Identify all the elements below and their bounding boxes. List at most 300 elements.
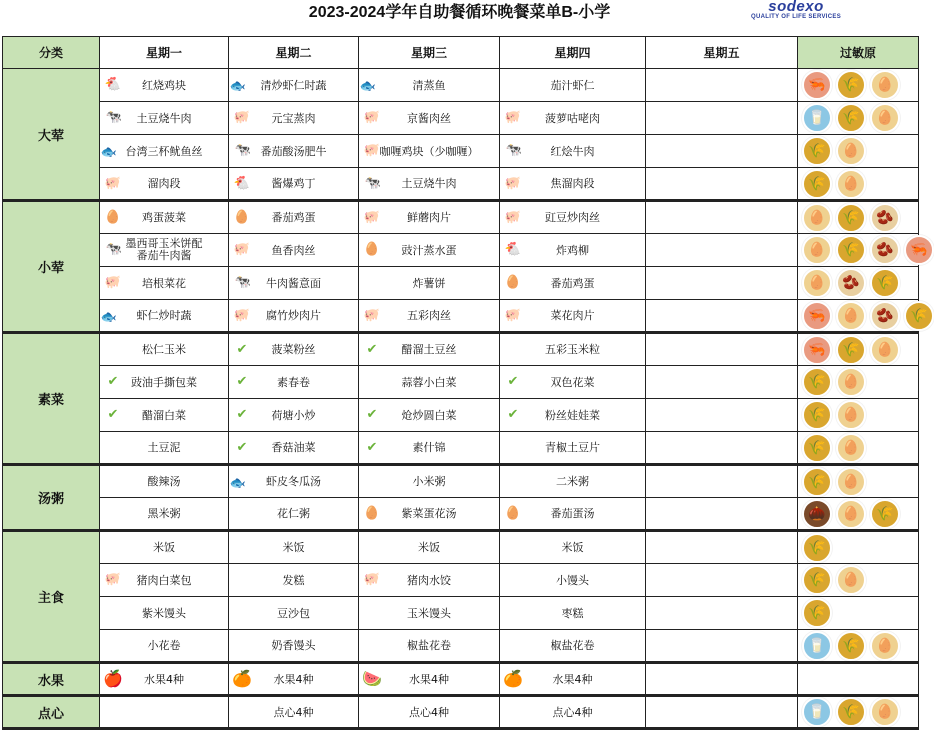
- pig-icon: 🐖: [363, 143, 381, 158]
- category-cell: 水果: [3, 663, 100, 696]
- dish-name: 红烧鸡块: [142, 78, 186, 92]
- allergen-badges: [798, 565, 920, 595]
- dish-name: 发糕: [282, 573, 305, 587]
- dish-name: 米饭: [418, 541, 440, 554]
- gluten-allergen-icon: 🌾: [836, 631, 866, 661]
- dish-cell: [646, 465, 798, 498]
- cow-icon: 🐄: [505, 143, 523, 158]
- dish-name: 蒜蓉小白菜: [401, 375, 457, 389]
- dish-cell: [500, 300, 646, 333]
- dish-name: 花仁粥: [277, 507, 310, 520]
- dish-cell: [229, 135, 359, 168]
- milk-allergen-icon: 🥛: [802, 103, 832, 133]
- check-icon: ✔: [236, 439, 248, 455]
- dish-cell: [100, 234, 229, 267]
- pig-icon: 🐖: [504, 307, 522, 323]
- shrimp-allergen-icon: 🦐: [802, 301, 832, 331]
- egg-allergen-icon: 🥚: [802, 268, 832, 298]
- dish-cell: [500, 531, 646, 564]
- dish-name: 五彩玉米粒: [545, 343, 600, 356]
- dish-name: 小馒头: [556, 573, 589, 587]
- menu-row: [3, 465, 919, 498]
- dish-cell: [229, 564, 359, 597]
- dish-cell: [646, 498, 798, 531]
- fish-icon: 🐟: [229, 475, 247, 491]
- dish-name: 番茄蛋汤: [550, 507, 595, 520]
- dish-name: 培根菜花: [142, 276, 186, 290]
- dish-cell: [500, 465, 646, 498]
- allergen-cell: [798, 696, 919, 729]
- dish-name: 水果4种: [552, 672, 593, 686]
- dish-name: 土豆烧牛肉: [136, 111, 192, 125]
- egg-icon: 🥚: [504, 275, 522, 290]
- chicken-icon: 🐔: [233, 175, 251, 191]
- dish-name: 腐竹炒肉片: [266, 309, 321, 322]
- dish-name: 紫米馒头: [142, 606, 186, 620]
- soy-allergen-icon: 🫘: [836, 268, 866, 298]
- cow-icon: 🐄: [105, 242, 123, 257]
- check-icon: ✔: [107, 374, 119, 389]
- dish-cell: [229, 531, 359, 564]
- dish-cell: [100, 432, 229, 465]
- dish-name: 鲜蘑肉片: [407, 211, 451, 224]
- dish-name: 椒盐花卷: [550, 639, 595, 652]
- dish-name: 菠萝咕咾肉: [545, 111, 600, 125]
- gluten-allergen-icon: 🌾: [802, 400, 832, 430]
- orange-icon: 🍊: [232, 669, 252, 688]
- dish-name: 红烩牛肉: [550, 144, 595, 158]
- dish-cell: [646, 135, 798, 168]
- dish-name: 黑米粥: [147, 507, 181, 520]
- dish-cell: [100, 333, 229, 366]
- dish-cell: [359, 432, 500, 465]
- dish-name: 奶香馒头: [271, 639, 316, 652]
- dish-cell: [100, 366, 229, 399]
- menu-row: [3, 69, 919, 102]
- dish-cell: [100, 696, 229, 729]
- dish-cell: [500, 432, 646, 465]
- allergen-cell: [798, 465, 919, 498]
- menu-body: [3, 69, 928, 729]
- shrimp-allergen-icon: 🦐: [904, 235, 934, 265]
- dish-cell: [229, 630, 359, 663]
- gluten-allergen-icon: 🌾: [870, 499, 900, 529]
- egg-icon: 🥚: [363, 242, 381, 257]
- dish-name: 咖喱鸡块（少咖喱）: [379, 144, 479, 158]
- menu-row: [3, 333, 919, 366]
- egg-allergen-icon: 🥚: [836, 467, 866, 497]
- dish-cell: [646, 201, 798, 234]
- fish-icon: 🐟: [229, 79, 247, 94]
- allergen-cell: [798, 168, 919, 201]
- gluten-allergen-icon: 🌾: [836, 335, 866, 365]
- header-thursday: 星期四: [500, 37, 646, 69]
- pig-icon: 🐖: [504, 110, 522, 125]
- dish-cell: [359, 696, 500, 729]
- check-icon: ✔: [507, 407, 519, 422]
- check-icon: ✔: [366, 407, 378, 422]
- gluten-allergen-icon: 🌾: [802, 467, 832, 497]
- logo-name: sodexo: [768, 0, 824, 15]
- dish-cell: [100, 531, 229, 564]
- dish-cell: [100, 69, 229, 102]
- dish-name: 豉汁蒸水蛋: [401, 243, 457, 257]
- pig-icon: 🐖: [363, 110, 381, 125]
- menu-row: [3, 102, 919, 135]
- dish-cell: [359, 300, 500, 333]
- dish-cell: [646, 432, 798, 465]
- dish-name: 水果4种: [144, 672, 184, 686]
- dish-name: 荷塘小炒: [271, 408, 316, 422]
- dish-cell: [100, 201, 229, 234]
- apple-icon: 🍎: [103, 669, 123, 688]
- page-title: 2023-2024学年自助餐循环晚餐菜单B-小学: [308, 4, 611, 21]
- dish-name: 醋溜土豆丝: [401, 343, 457, 356]
- menu-row: [3, 399, 919, 432]
- dish-cell: [229, 597, 359, 630]
- check-icon: ✔: [236, 374, 248, 389]
- menu-row: [3, 564, 919, 597]
- dish-name: 二米粥: [556, 475, 589, 488]
- dish-name: 水果4种: [273, 672, 314, 686]
- dish-name: 台湾三杯鱿鱼丝: [125, 144, 203, 158]
- dish-name: 京酱肉丝: [407, 111, 451, 125]
- dish-cell: [229, 201, 359, 234]
- dish-cell: [500, 333, 646, 366]
- nut-allergen-icon: 🌰: [802, 499, 832, 529]
- menu-row: [3, 663, 919, 696]
- menu-row: [3, 432, 919, 465]
- dish-cell: [500, 630, 646, 663]
- dish-name: 牛肉酱意面: [266, 276, 321, 290]
- dish-name: 小花卷: [147, 639, 181, 652]
- dish-cell: [229, 267, 359, 300]
- dish-name: 酱爆鸡丁: [271, 177, 316, 190]
- dish-name: 茄汁虾仁: [550, 78, 595, 92]
- dish-cell: [359, 564, 500, 597]
- dish-name: 米饭: [153, 541, 175, 554]
- egg-allergen-icon: 🥚: [836, 400, 866, 430]
- menu-row: [3, 696, 919, 729]
- allergen-badges: [798, 335, 920, 365]
- shrimp-allergen-icon: 🦐: [802, 70, 832, 100]
- allergen-cell: [798, 498, 919, 531]
- dish-name: 虾仁炒时蔬: [136, 309, 192, 322]
- dish-cell: [500, 168, 646, 201]
- dish-cell: [229, 300, 359, 333]
- dish-name: 鸡蛋菠菜: [142, 211, 186, 224]
- allergen-cell: [798, 102, 919, 135]
- dish-cell: [646, 300, 798, 333]
- dish-cell: [646, 333, 798, 366]
- dish-cell: [359, 399, 500, 432]
- fish-icon: 🐟: [100, 309, 118, 325]
- allergen-badges: [798, 467, 920, 497]
- gluten-allergen-icon: 🌾: [836, 70, 866, 100]
- allergen-badges: [798, 598, 920, 628]
- dish-cell: [500, 399, 646, 432]
- header-row: [3, 37, 919, 69]
- dish-cell: [229, 102, 359, 135]
- dish-name: 猪肉水饺: [407, 573, 451, 587]
- dish-cell: [229, 663, 359, 696]
- allergen-cell: [798, 300, 928, 333]
- dish-cell: [100, 300, 229, 333]
- menu-row: [3, 597, 919, 630]
- egg-icon: 🥚: [504, 505, 522, 521]
- dish-cell: [500, 102, 646, 135]
- allergen-badges: [798, 70, 920, 100]
- watermelon-icon: 🍉: [362, 669, 382, 688]
- dish-name: 炸鸡柳: [556, 243, 589, 257]
- soy-allergen-icon: 🫘: [870, 301, 900, 331]
- gluten-allergen-icon: 🌾: [870, 268, 900, 298]
- dish-cell: [100, 102, 229, 135]
- dish-cell: [646, 531, 798, 564]
- dish-name: 溜肉段: [147, 177, 181, 190]
- dish-name: 酸辣汤: [147, 475, 181, 488]
- allergen-cell: [798, 234, 928, 267]
- egg-allergen-icon: 🥚: [836, 433, 866, 463]
- dish-cell: [359, 69, 500, 102]
- dish-cell: [359, 465, 500, 498]
- dish-cell: [500, 201, 646, 234]
- egg-icon: 🥚: [363, 505, 381, 521]
- allergen-badges: [798, 169, 920, 199]
- fish-icon: 🐟: [100, 145, 118, 160]
- egg-allergen-icon: 🥚: [802, 235, 832, 265]
- dish-cell: [646, 564, 798, 597]
- dish-cell: [229, 432, 359, 465]
- dish-cell: [359, 135, 500, 168]
- dish-cell: [100, 663, 229, 696]
- soy-allergen-icon: 🫘: [870, 235, 900, 265]
- allergen-cell: [798, 135, 919, 168]
- dish-cell: [229, 366, 359, 399]
- gluten-allergen-icon: 🌾: [836, 697, 866, 727]
- gluten-allergen-icon: 🌾: [802, 367, 832, 397]
- cow-icon: 🐄: [364, 175, 382, 191]
- dish-name: 水果4种: [409, 672, 449, 686]
- dish-name: 素什锦: [412, 441, 446, 454]
- dish-name: 虾皮冬瓜汤: [266, 475, 321, 488]
- allergen-badges: [798, 268, 920, 298]
- dish-cell: [229, 333, 359, 366]
- pig-icon: 🐖: [104, 572, 122, 587]
- dish-cell: [100, 267, 229, 300]
- egg-allergen-icon: 🥚: [836, 367, 866, 397]
- dish-cell: [646, 597, 798, 630]
- dish-cell: [500, 267, 646, 300]
- dish-cell: [646, 102, 798, 135]
- dish-name: 番茄鸡蛋: [271, 211, 316, 224]
- allergen-badges: [798, 235, 928, 265]
- gluten-allergen-icon: 🌾: [802, 565, 832, 595]
- dish-cell: [500, 366, 646, 399]
- dish-name: 菜花肉片: [550, 309, 595, 322]
- dish-name: 鱼香肉丝: [271, 243, 316, 257]
- dish-cell: [359, 333, 500, 366]
- category-cell: 大荤: [3, 69, 100, 201]
- dish-name: 点心4种: [409, 705, 449, 719]
- egg-icon: 🥚: [104, 209, 122, 225]
- dish-cell: [500, 564, 646, 597]
- dish-name: 土豆泥: [147, 441, 181, 454]
- dish-cell: [100, 597, 229, 630]
- soy-allergen-icon: 🫘: [870, 203, 900, 233]
- milk-allergen-icon: 🥛: [802, 631, 832, 661]
- pig-icon: 🐖: [233, 242, 251, 257]
- dish-name: 粉丝娃娃菜: [545, 408, 600, 422]
- allergen-cell: [798, 531, 919, 564]
- dish-name: 豉油手撕包菜: [131, 375, 197, 389]
- dish-name: 香菇油菜: [271, 441, 316, 454]
- category-cell: 素菜: [3, 333, 100, 465]
- dish-cell: [646, 630, 798, 663]
- dish-cell: [100, 564, 229, 597]
- dish-name: 双色花菜: [550, 375, 595, 389]
- pig-icon: 🐖: [363, 572, 381, 587]
- dish-cell: [646, 168, 798, 201]
- chicken-icon: 🐔: [104, 77, 122, 92]
- dish-cell: [100, 498, 229, 531]
- dish-cell: [500, 663, 646, 696]
- dish-cell: [500, 234, 646, 267]
- dish-name: 椒盐花卷: [407, 639, 451, 652]
- allergen-cell: [798, 267, 919, 300]
- egg-allergen-icon: 🥚: [870, 335, 900, 365]
- category-cell: 小荤: [3, 201, 100, 333]
- allergen-badges: [798, 400, 920, 430]
- dish-cell: [229, 498, 359, 531]
- allergen-cell: [798, 564, 919, 597]
- dish-cell: [229, 69, 359, 102]
- dish-cell: [229, 696, 359, 729]
- shrimp-allergen-icon: 🦐: [802, 335, 832, 365]
- dish-cell: [646, 663, 798, 696]
- cow-icon: 🐄: [234, 275, 252, 290]
- allergen-badges: [798, 136, 920, 166]
- check-icon: ✔: [107, 407, 119, 422]
- header-tuesday: 星期二: [229, 37, 359, 69]
- egg-allergen-icon: 🥚: [836, 301, 866, 331]
- header-wednesday: 星期三: [359, 37, 500, 69]
- gluten-allergen-icon: 🌾: [904, 301, 934, 331]
- allergen-badges: [798, 631, 920, 661]
- dish-cell: [100, 399, 229, 432]
- dish-name: 猪肉白菜包: [136, 573, 192, 587]
- gluten-allergen-icon: 🌾: [836, 235, 866, 265]
- allergen-badges: [798, 367, 920, 397]
- header-monday: 星期一: [100, 37, 229, 69]
- dish-name: 米饭: [282, 541, 305, 554]
- dish-cell: [646, 696, 798, 729]
- egg-allergen-icon: 🥚: [836, 169, 866, 199]
- check-icon: ✔: [236, 341, 248, 357]
- gluten-allergen-icon: 🌾: [802, 598, 832, 628]
- dish-name: 炝炒圆白菜: [401, 408, 457, 422]
- dish-name: 土豆烧牛肉: [401, 177, 457, 190]
- allergen-cell: [798, 69, 919, 102]
- pig-icon: 🐖: [363, 209, 381, 225]
- egg-allergen-icon: 🥚: [870, 631, 900, 661]
- dish-name: 松仁玉米: [142, 343, 186, 356]
- dish-name: 豇豆炒肉丝: [545, 211, 600, 224]
- allergen-cell: [798, 432, 919, 465]
- dish-name: 番茄鸡蛋: [550, 276, 595, 290]
- cow-icon: 🐄: [105, 110, 123, 125]
- milk-allergen-icon: 🥛: [802, 697, 832, 727]
- header-category: 分类: [3, 37, 100, 69]
- dish-name: 清蒸鱼: [412, 78, 446, 92]
- dish-cell: [359, 267, 500, 300]
- dish-name: 玉米馒头: [407, 606, 451, 620]
- egg-icon: 🥚: [233, 209, 251, 225]
- dish-cell: [359, 597, 500, 630]
- dish-cell: [100, 135, 229, 168]
- dish-cell: [500, 597, 646, 630]
- dish-name: 小米粥: [412, 475, 446, 488]
- cow-icon: 🐄: [234, 143, 252, 158]
- dish-cell: [500, 498, 646, 531]
- dish-name: 点心4种: [273, 705, 314, 719]
- dish-name: 墨西哥玉米饼配 番茄牛肉酱: [125, 237, 203, 262]
- dish-cell: [229, 234, 359, 267]
- gluten-allergen-icon: 🌾: [802, 433, 832, 463]
- gluten-allergen-icon: 🌾: [836, 203, 866, 233]
- allergen-cell: [798, 597, 919, 630]
- egg-allergen-icon: 🥚: [836, 136, 866, 166]
- dish-name: 素春卷: [277, 375, 310, 389]
- category-cell: 主食: [3, 531, 100, 663]
- dish-name: 五彩肉丝: [407, 309, 451, 322]
- allergen-badges: [798, 203, 920, 233]
- category-cell: 汤粥: [3, 465, 100, 531]
- dish-cell: [646, 366, 798, 399]
- menu-row: [3, 135, 919, 168]
- dish-name: 醋溜白菜: [142, 408, 186, 422]
- dish-cell: [229, 168, 359, 201]
- dish-name: 豆沙包: [277, 606, 310, 620]
- dish-cell: [500, 696, 646, 729]
- allergen-cell: [798, 399, 919, 432]
- allergen-badges: [798, 103, 920, 133]
- allergen-badges: [798, 499, 920, 529]
- dish-cell: [500, 69, 646, 102]
- dish-cell: [359, 234, 500, 267]
- dish-name: 番茄酸汤肥牛: [260, 144, 327, 158]
- dish-name: 紫菜蛋花汤: [401, 507, 457, 520]
- dish-cell: [646, 234, 798, 267]
- pig-icon: 🐖: [504, 209, 522, 225]
- fish-icon: 🐟: [359, 79, 377, 94]
- allergen-badges: [798, 433, 920, 463]
- dish-cell: [359, 663, 500, 696]
- allergen-cell: [798, 201, 919, 234]
- allergen-badges: [798, 301, 928, 331]
- dish-cell: [500, 135, 646, 168]
- menu-row: [3, 498, 919, 531]
- dish-cell: [359, 531, 500, 564]
- category-cell: 点心: [3, 696, 100, 729]
- menu-row: [3, 267, 919, 300]
- menu-table: [2, 36, 928, 730]
- menu-row: [3, 168, 919, 201]
- allergen-cell: [798, 630, 919, 663]
- check-icon: ✔: [366, 341, 378, 357]
- check-icon: ✔: [366, 439, 378, 455]
- gluten-allergen-icon: 🌾: [802, 169, 832, 199]
